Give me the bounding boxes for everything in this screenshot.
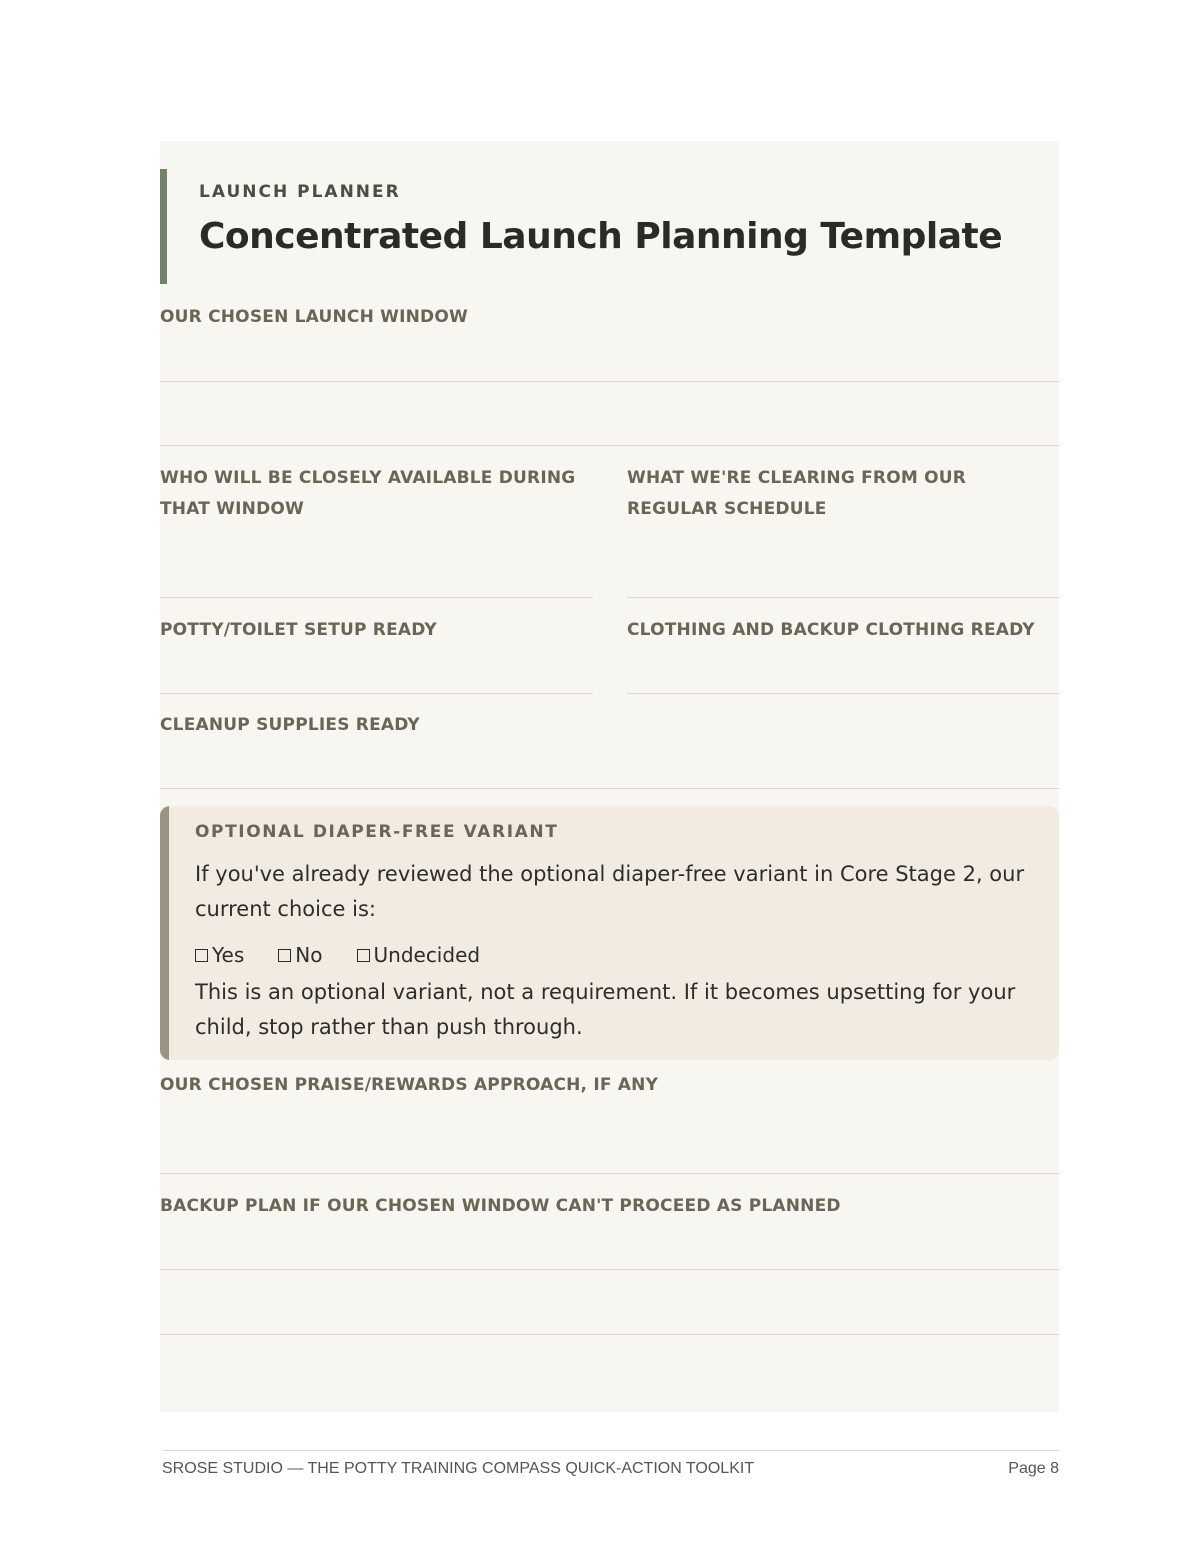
choice-undecided[interactable] [357,943,481,967]
available-label: WHO WILL BE CLOSELY AVAILABLE DURING THAT WINDOW [160,468,576,519]
page-title: Concentrated Launch Planning Template [199,216,1003,257]
header-accent-bar [160,169,167,284]
launch-window-line-2[interactable] [160,445,1059,446]
praise-label: OUR CHOSEN PRAISE/REWARDS APPROACH, IF ANY [160,1075,659,1095]
clothing-label: CLOTHING AND BACKUP CLOTHING READY [627,620,1035,640]
choice-label: Undecided [373,943,481,967]
choice-no[interactable] [278,943,322,967]
clothing-line[interactable] [627,693,1059,694]
callout-accent-bar [160,806,169,1060]
checkbox-icon[interactable] [195,949,208,962]
backup-line-2[interactable] [160,1334,1059,1335]
choice-label: No [295,943,323,967]
callout-note: This is an optional variant, not a requirement. If it becomes upsetting for your child, stop rather than push through. [195,980,1016,1039]
callout-intro: If you've already reviewed the optional diaper-free variant in Core Stage 2, our current choice is: [195,862,1025,921]
available-line[interactable] [160,597,593,598]
choice-label: Yes [212,943,245,967]
choice-group [195,943,480,967]
footer-divider [162,1450,1059,1451]
clearing-label: WHAT WE'RE CLEARING FROM OUR REGULAR SCHEDULE [627,468,967,519]
section-eyebrow: LAUNCH PLANNER [199,182,401,202]
section-header [160,169,1059,284]
launch-window-line-1[interactable] [160,381,1059,382]
clearing-line[interactable] [627,597,1059,598]
checkbox-icon[interactable] [357,949,370,962]
potty-setup-label: POTTY/TOILET SETUP READY [160,620,437,640]
cleanup-label: CLEANUP SUPPLIES READY [160,715,420,735]
cleanup-line[interactable] [160,788,1059,789]
backup-line-1[interactable] [160,1269,1059,1270]
diaper-free-callout [160,806,1059,1060]
backup-label: BACKUP PLAN IF OUR CHOSEN WINDOW CAN'T PROCEED AS PLANNED [160,1196,841,1216]
footer-credit: SROSE STUDIO — THE POTTY TRAINING COMPASS QUICK-ACTION TOOLKIT [162,1460,755,1477]
praise-line[interactable] [160,1173,1059,1174]
callout-title: OPTIONAL DIAPER-FREE VARIANT [195,822,559,842]
choice-yes[interactable] [195,943,244,967]
potty-setup-line[interactable] [160,693,593,694]
launch-window-label: OUR CHOSEN LAUNCH WINDOW [160,307,468,327]
page-number: Page 8 [1008,1460,1059,1477]
checkbox-icon[interactable] [278,949,291,962]
